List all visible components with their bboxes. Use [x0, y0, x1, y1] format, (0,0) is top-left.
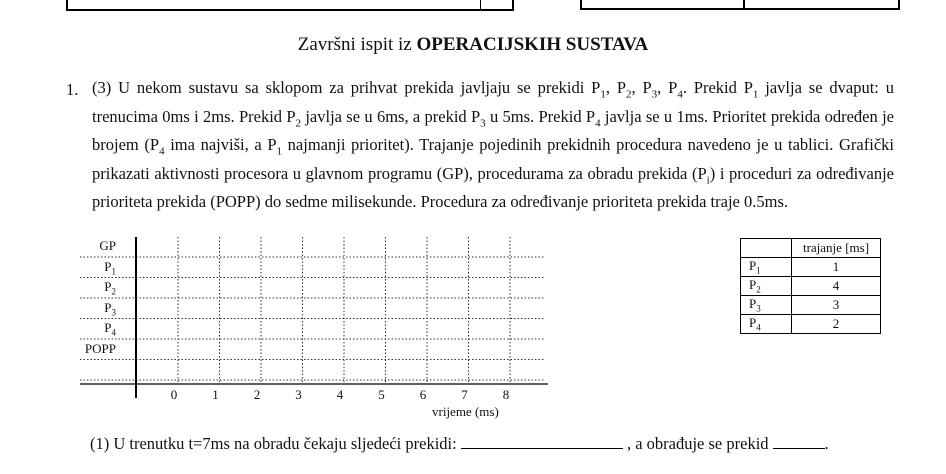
title-prefix: Završni ispit iz — [297, 34, 417, 55]
task-text-segment: , P — [631, 78, 652, 97]
table-row — [741, 296, 881, 315]
exam-title — [0, 34, 946, 56]
interrupt-name-cell — [741, 258, 792, 277]
task-text-segment: . Prekid P — [682, 78, 753, 97]
tick-label: 7 — [461, 387, 468, 402]
task-number: 1. — [66, 80, 79, 99]
task-text-subscript: 2 — [626, 88, 632, 101]
row-label-subscript: 1 — [111, 266, 116, 277]
task-text-segment: U nekom sustavu sa sklopom za prihvat prekida javljaju se prekidi P — [118, 78, 601, 97]
task-text-segment: javlja se dvaput: u trenucima 0ms i 2ms. Prekid P — [92, 78, 894, 126]
task-text-subscript: 4 — [677, 88, 683, 101]
row-label — [66, 320, 116, 338]
title-subject: OPERACIJSKIH SUSTAVA — [416, 34, 649, 55]
tick-label: 1 — [212, 387, 219, 402]
interrupt-name-cell — [741, 277, 792, 296]
interrupt-subscript: 4 — [756, 322, 761, 333]
task-text-segment: ima najviši, a P — [164, 135, 277, 155]
task-text-subscript: 2 — [295, 116, 302, 129]
tick-label: 5 — [378, 387, 385, 402]
task-text-subscript: 4 — [595, 116, 601, 129]
task-text-subscript: 1 — [276, 145, 283, 158]
header-box-left-divider — [480, 0, 481, 10]
table-row — [741, 258, 881, 277]
processing-interrupt-blank[interactable] — [773, 434, 825, 449]
interrupt-name: P — [749, 315, 757, 331]
task-text-subscript: 4 — [159, 145, 165, 158]
question-text-end: . — [824, 434, 829, 453]
duration-value: 3 — [792, 296, 881, 315]
task-text-segment: najmanji prioritet). Trajanje pojedinih prekidnih procedura navedeno je u tablici. Grafički prikazati aktivnosti procesora u glavnom programu (GP), procedurama za obradu prekida (P — [92, 135, 894, 183]
task-text — [92, 77, 894, 214]
task-text-segment: , P — [605, 78, 627, 97]
table-row — [741, 315, 881, 334]
duration-value: 4 — [792, 277, 881, 296]
table-header-row — [741, 239, 881, 258]
interrupt-name-cell — [741, 296, 792, 315]
tick-label: 8 — [502, 387, 510, 402]
row-label-text: POPP — [84, 340, 116, 356]
waiting-interrupts-blank[interactable] — [461, 434, 623, 449]
tick-label: 4 — [336, 387, 344, 402]
interrupt-subscript: 3 — [756, 303, 761, 314]
axis-label: vrijeme (ms) — [432, 404, 499, 419]
row-label — [66, 279, 116, 297]
tick-label: 0 — [170, 387, 178, 402]
interrupt-subscript: 1 — [756, 265, 761, 276]
row-label-text: P — [104, 279, 112, 294]
task-text-subscript: 3 — [651, 88, 658, 101]
interrupt-name: P — [749, 296, 757, 312]
task-text-segment: javlja se u 6ms, a prekid P — [301, 106, 481, 126]
task-text-subscript: i — [706, 174, 710, 187]
row-label — [66, 259, 116, 277]
task-text-segment: javlja se u 1ms. Prioritet prekida određen je brojem (P — [92, 106, 894, 155]
row-label-text: P — [104, 299, 112, 315]
duration-value: 1 — [792, 258, 881, 277]
tick-label: 6 — [419, 387, 427, 402]
interrupt-name: P — [749, 258, 757, 274]
row-label-text: GP — [99, 238, 116, 253]
task-text-segment: u 5ms. Prekid P — [485, 106, 596, 126]
duration-value: 2 — [792, 315, 881, 334]
row-label — [66, 238, 116, 254]
tick-label: 2 — [253, 387, 261, 402]
interrupt-subscript: 2 — [756, 284, 761, 295]
row-label-subscript: 3 — [111, 307, 116, 318]
table-corner-cell — [741, 239, 792, 258]
question-line — [90, 434, 829, 454]
task-text-segment: , P — [657, 78, 678, 97]
duration-header: trajanje [ms] — [792, 239, 881, 258]
task-text-subscript: 1 — [752, 88, 759, 101]
row-label-text: P — [104, 258, 112, 274]
row-label-text: P — [104, 320, 112, 335]
duration-table — [740, 238, 881, 334]
tick-label: 3 — [295, 387, 302, 402]
row-label-subscript: 4 — [111, 327, 116, 338]
table-row — [741, 277, 881, 296]
row-label — [66, 341, 116, 357]
header-box-right-divider — [743, 0, 745, 10]
header-box-left — [66, 0, 514, 11]
row-label-subscript: 2 — [111, 286, 116, 297]
question-text-1: (1) U trenutku t=7ms na obradu čekaju sljedeći prekidi: — [90, 434, 461, 453]
header-box-right — [580, 0, 900, 10]
task-text-subscript: 1 — [600, 88, 606, 101]
question-text-2: , a obrađuje se prekid — [622, 434, 773, 453]
task-text-segment: ) i proceduri za određivanje prioriteta prekida (POPP) do sedme milisekunde. Procedura za određivanje prioriteta prekida traje 0.5ms. — [92, 163, 894, 212]
interrupt-name: P — [749, 277, 757, 293]
task-points: (3) — [92, 78, 119, 97]
task-text-subscript: 3 — [480, 116, 486, 129]
interrupt-name-cell — [741, 315, 792, 334]
row-label — [66, 300, 116, 318]
